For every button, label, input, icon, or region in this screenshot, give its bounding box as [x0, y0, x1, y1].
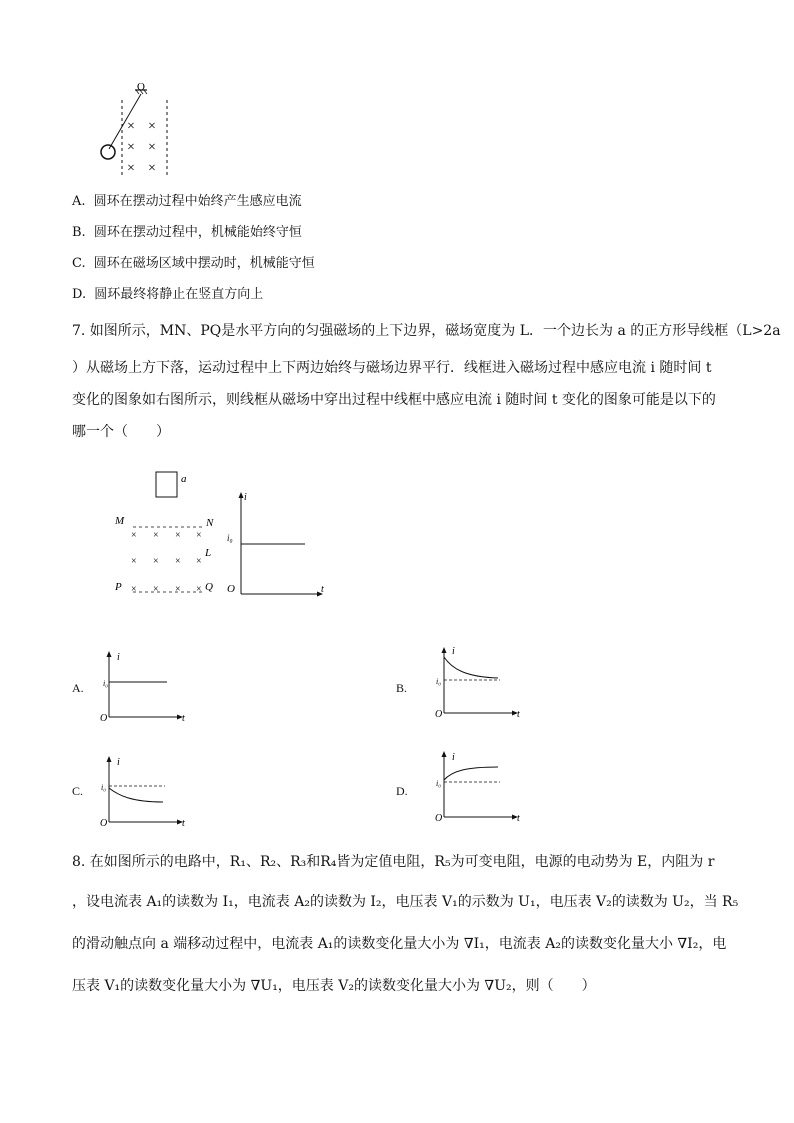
field-mark: ×: [153, 530, 159, 541]
field-mark: ×: [153, 584, 159, 595]
origin-label: O: [435, 709, 443, 720]
q7-figure: [105, 460, 345, 610]
q7-line-2: ）从磁场上方下落，运动过程中上下两边始终与磁场边界平行．线框进入磁场过程中感应电流 i 随时间 t: [72, 360, 712, 376]
option-letter: C.: [72, 256, 86, 271]
field-mark: ×: [148, 161, 156, 176]
axis-t-label: t: [182, 818, 185, 829]
q6-option-d[interactable]: [72, 287, 263, 303]
q7-line-4: 哪一个（ ）: [72, 424, 170, 440]
q8-line-2: ，设电流表 A₁的读数为 I₁，电流表 A₂的读数为 I₂，电压表 V₁的示数为 U₁，电压表 V₂的读数为 U₂，当 R₅: [72, 894, 739, 910]
option-letter: B.: [72, 225, 86, 240]
field-mark: ×: [196, 556, 202, 567]
choice-d-curve: [444, 767, 498, 780]
q7-choice-d-letter[interactable]: D.: [396, 784, 408, 798]
q8-line-4: 压表 V₁的读数变化量大小为 ∇U₁，电压表 V₂的读数变化量大小为 ∇U₂，则（ ）: [72, 978, 596, 994]
label-m: M: [115, 515, 125, 527]
option-letter: D.: [72, 287, 87, 302]
graph-t-label: t: [321, 584, 324, 595]
axis-t-label: t: [517, 709, 520, 720]
q7-choice-c-graph[interactable]: [95, 750, 205, 832]
choice-c-curve: [109, 788, 163, 802]
option-text: 圆环在磁场区域中摆动时，机械能守恒: [93, 256, 315, 271]
square-label: a: [181, 473, 187, 485]
origin-label: O: [435, 813, 443, 824]
axis-i0-label: i₀: [436, 677, 442, 686]
field-mark: ×: [175, 584, 181, 595]
q6-option-b[interactable]: [72, 225, 302, 241]
pivot-label: O: [137, 81, 145, 93]
field-mark: ×: [131, 556, 137, 567]
field-mark: ×: [175, 556, 181, 567]
field-mark: ×: [175, 530, 181, 541]
axis-i0-label: i₀: [101, 783, 107, 792]
q8-line-3: 的滑动触点向 a 端移动过程中，电流表 A₁的读数变化量大小为 ∇I₁，电流表 A₂的读数变化量大小 ∇I₂，电: [72, 936, 727, 952]
axis-i0-label: i₀: [103, 679, 109, 688]
axis-i-label: i: [117, 652, 120, 663]
ring: [101, 145, 115, 159]
field-mark: ×: [127, 161, 135, 176]
field-mark: ×: [131, 530, 137, 541]
label-l: L: [205, 547, 212, 559]
q7-line-1: 7. 如图所示，MN、PQ是水平方向的匀强磁场的上下边界，磁场宽度为 L．一个边长为 a 的正方形导线框（L>2a: [72, 323, 781, 339]
axis-t-label: t: [517, 813, 520, 824]
field-mark: ×: [196, 530, 202, 541]
axis-i-label: i: [117, 757, 120, 768]
graph-i-label: i: [244, 492, 247, 503]
pendulum-figure: [95, 80, 185, 180]
q6-option-a[interactable]: [72, 194, 302, 210]
option-text: 圆环最终将静止在竖直方向上: [94, 287, 264, 302]
q6-option-c[interactable]: [72, 256, 315, 272]
label-q: Q: [205, 581, 213, 593]
origin-label: O: [100, 818, 108, 829]
label-p: P: [115, 581, 122, 593]
choice-b-curve: [444, 657, 498, 678]
graph-origin-label: O: [227, 583, 235, 595]
field-mark: ×: [131, 584, 137, 595]
option-text: 圆环在摆动过程中，机械能始终守恒: [93, 225, 302, 240]
origin-label: O: [100, 713, 108, 724]
label-n: N: [206, 517, 214, 529]
option-letter: A.: [72, 194, 86, 209]
field-mark: ×: [148, 140, 156, 155]
axis-t-label: t: [182, 713, 185, 724]
q7-choice-a-letter[interactable]: A.: [72, 681, 84, 695]
q7-choice-d-graph[interactable]: [430, 745, 540, 827]
field-mark: ×: [127, 140, 135, 155]
q7-choice-b-graph[interactable]: [430, 641, 540, 723]
q7-choice-a-graph[interactable]: [95, 645, 205, 727]
field-mark: ×: [153, 556, 159, 567]
field-mark: ×: [196, 584, 202, 595]
field-mark: ×: [127, 119, 135, 134]
graph-i0-label: i₀: [227, 533, 233, 543]
axis-i-label: i: [452, 752, 455, 763]
square-frame: [156, 472, 177, 497]
axis-i-label: i: [452, 646, 455, 657]
option-text: 圆环在摆动过程中始终产生感应电流: [93, 194, 302, 209]
q8-line-1: 8. 在如图所示的电路中，R₁、R₂、R₃和R₄皆为定值电阻，R₅为可变电阻，电源的电动势为 E，内阻为 r: [72, 854, 715, 870]
pendulum-string: [109, 94, 141, 149]
q7-line-3: 变化的图象如右图所示，则线框从磁场中穿出过程中线框中感应电流 i 随时间 t 变化的图象可能是以下的: [72, 392, 716, 408]
q7-choice-b-letter[interactable]: B.: [396, 681, 408, 695]
axis-i0-label: i₀: [436, 779, 442, 788]
field-mark: ×: [148, 119, 156, 134]
q7-choice-c-letter[interactable]: C.: [72, 784, 84, 798]
